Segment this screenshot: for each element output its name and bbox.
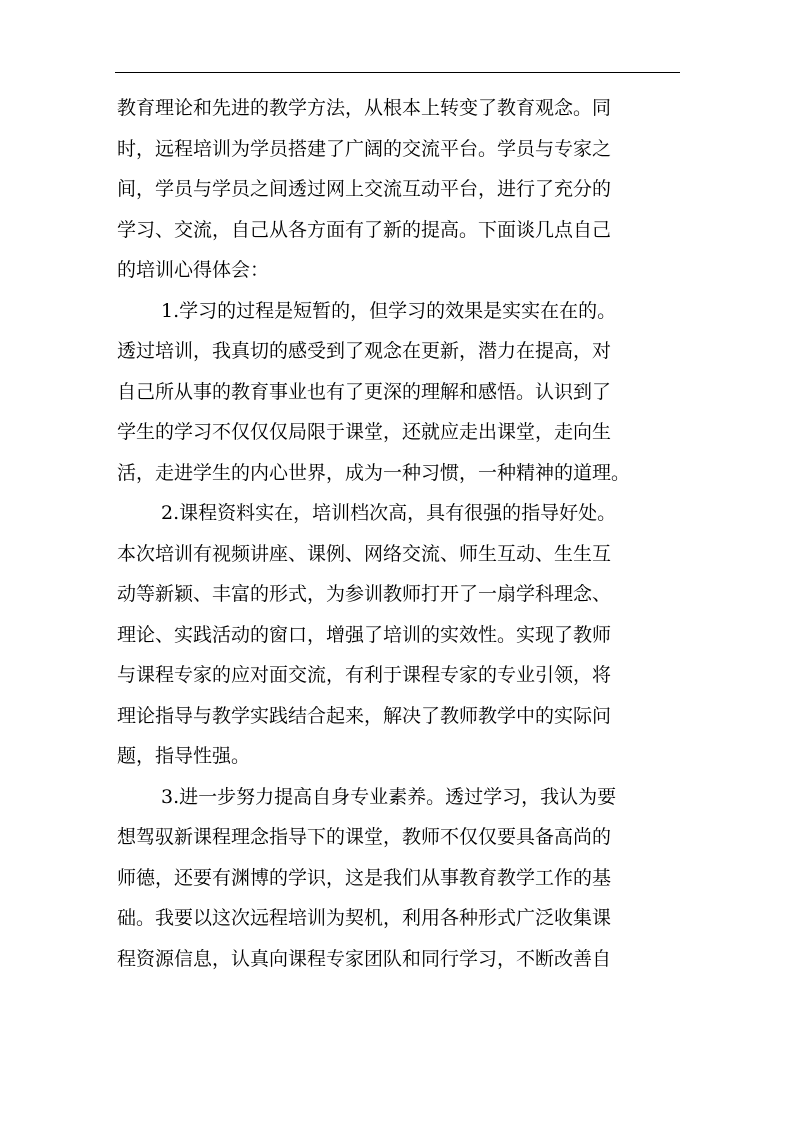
text-line: 动等新颖、丰富的形式，为参训教师打开了一扇学科理念、 [117,583,612,605]
text-line: 题，指导性强。 [117,745,251,767]
paragraph-2-start: 2.课程资料实在，培训档次高，具有很强的指导好处。 [161,502,617,524]
header-rule [115,72,680,73]
text-line: 自己所从事的教育事业也有了更深的理解和感悟。认识到了 [117,380,612,403]
document-body [117,88,680,979]
text-line: 本次培训有视频讲座、课例、网络交流、师生互动、生生互 [117,542,612,565]
text-line: 学生的学习不仅仅仅局限于课堂，还就应走出课堂，走向生 [117,421,612,443]
text-line: 想驾驭新课程理念指导下的课堂，教师不仅仅要具备高尚的 [117,826,612,848]
text-line: 的培训心得体会： [117,259,270,281]
text-line: 间，学员与学员之间透过网上交流互动平台，进行了充分的 [117,178,612,200]
paragraph-1-start: 1.学习的过程是短暂的，但学习的效果是实实在在的。 [161,299,617,322]
paragraph-3-start: 3.进一步努力提高自身专业素养。透过学习，我认为要 [161,785,617,808]
text-line: 师德，还要有渊博的学识，这是我们从事教育教学工作的基 [117,866,612,889]
text-line: 活，走进学生的内心世界，成为一种习惯，一种精神的道理。 [117,461,631,484]
text-line: 学习、交流，自己从各方面有了新的提高。下面谈几点自己 [117,218,612,241]
text-line: 理论、实践活动的窗口，增强了培训的实效性。实现了教师 [117,623,612,646]
text-line: 础。我要以这次远程培训为契机，利用各种形式广泛收集课 [117,907,612,929]
text-line: 与课程专家的应对面交流，有利于课程专家的专业引领，将 [117,664,612,686]
text-line: 理论指导与教学实践结合起来，解决了教师教学中的实际问 [117,704,612,727]
text-line: 时，远程培训为学员搭建了广阔的交流平台。学员与专家之 [117,137,612,160]
text-line: 透过培训，我真切的感受到了观念在更新，潜力在提高，对 [117,340,612,362]
text-line: 程资源信息，认真向课程专家团队和同行学习，不断改善自 [117,947,612,970]
text-line: 教育理论和先进的教学方法，从根本上转变了教育观念。同 [117,97,612,119]
